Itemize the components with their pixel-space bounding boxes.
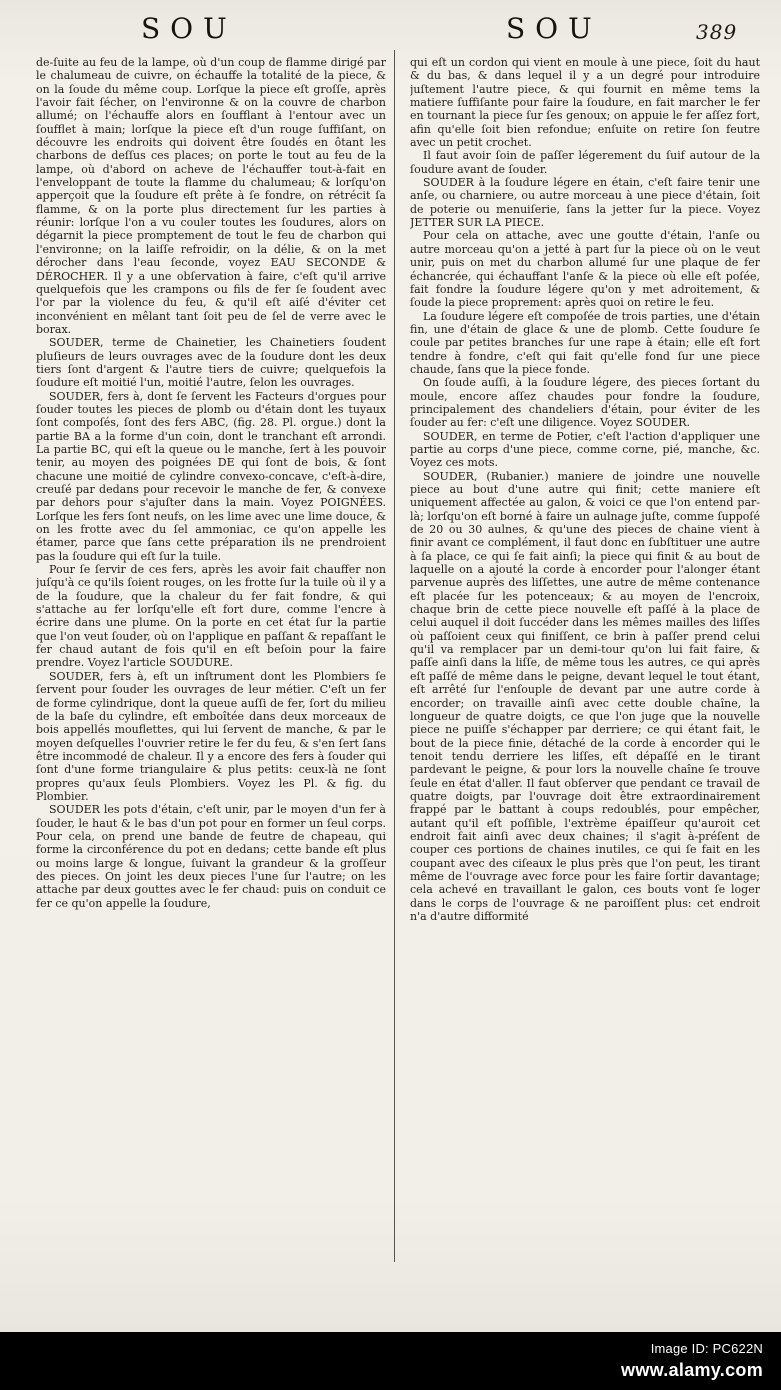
paragraph: de-ſuite au feu de la lampe, où d'un coup de flamme dirigé par le chalumeau de cuivre, on échauffe la totalité de la piece, & on la ſoude du même coup. Lorſque la piece eſt groſſe, après l'avoir fait ſécher, on l'environne & on la couvre de charbon allumé; on l'échauffe alors en ſoufflant à l'entour avec un ſoufflet à main; lorſque la piece eſt d'un rouge ſuffiſant, on découvre les endroits qui doivent être ſoudés en ôtant les charbons de deſſus ces places; on porte le tout au feu de la lampe, où d'abord on acheve de l'échauffer tout-à-fait en l'enveloppant de toute la flamme du chalumeau; & lorſqu'on apperçoit que la ſoudure eſt prête à ſe fondre, on rétrécit ſa flamme, & on la porte plus directement ſur les parties à réunir: lorſque l'on a vu couler toutes les ſoudures, alors on dégarnit la piece promptement de tout le feu de charbon qui l'environne; on la laiſſe refroidir, on la délie, & on la met dérocher dans l'eau ſeconde, voyez EAU SECONDE & DÉROCHER. Il y a une obſervation à faire, c'eſt qu'il arrive quelquefois que les crampons ou fils de fer ſe ſoudent avec l'or par la violence du feu, & qu'il eſt aiſé d'éviter cet inconvénient en mêlant tant ſoit peu de ſel de verre avec le borax. (36, 56, 386, 336)
running-head-right: SOU (506, 12, 602, 45)
paragraph: qui eſt un cordon qui vient en moule à une piece, ſoit du haut & du bas, & dans lequel il y a un degré pour introduire juſtement l'autre piece, & qui fournit en même tems la matiere ſuffiſante pour faire la ſoudure, en fait marcher le fer en tournant la piece ſur ſes genoux; on appuie le fer aſſez fort, afin qu'elle ſoit bien refondue; enſuite on retire ſon feutre avec un petit crochet. (410, 56, 760, 150)
paragraph: SOUDER à la ſoudure légere en étain, c'eſt faire tenir une anſe, ou charniere, ou autre morceau à une piece d'étain, ſoit de poterie ou menuiſerie, ſans la jetter ſur la piece. Voyez JETTER SUR LA PIECE. (410, 176, 760, 230)
paragraph: Il faut avoir ſoin de paſſer légerement du ſuif autour de la ſoudure avant de ſouder. (410, 149, 760, 176)
paragraph: La ſoudure légere eſt compoſée de trois parties, une d'étain fin, une d'étain de glace & une de plomb. Cette ſoudure ſe coule par petites branches ſur une rape à étain; elle eſt fort tendre à fondre, c'eſt qui fait qu'elle fond ſur une piece chaude, ſans que la piece fonde. (410, 309, 760, 376)
paragraph: SOUDER, fers à, dont ſe ſervent les Facteurs d'orgues pour ſouder toutes les pieces de plomb ou d'étain dont les tuyaux ſont compoſés, ſont des fers ABC, (fig. 28. Pl. orgue.) dont la partie BA a la forme d'un coin, dont le tranchant eſt arrondi. La partie BC, qui eſt la queue ou le manche, ſert à les pouvoir tenir, au moyen des poignées DE qui ſont de bois, & ſont chacune une moitié de cylindre convexo-concave, c'eſt-à-dire, creuſé par dedans pour recevoir le manche de fer, & convexe par dehors pour s'ajuſter dans la main. Voyez POIGNÉES. Lorſque les fers ſont neufs, on les lime avec une lime douce, & on les frotte avec du ſel ammoniac, ce qu'on appelle les étamer, parce que ſans cette préparation ils ne prendroient pas la ſoudure qui eſt ſur la tuile. (36, 389, 386, 563)
paragraph: SOUDER, fers à, eſt un inſtrument dont les Plombiers ſe ſervent pour ſouder les ouvrages de leur métier. C'eſt un fer de forme cylindrique, dont la queue auſſi de fer, ſort du milieu de la baſe du cylindre, eſt emboîtée dans deux morceaux de bois appellés mouflettes, qui lui ſervent de manche, & par le moyen deſquelles l'ouvrier retire le fer du feu, & s'en ſert ſans être incommodé de chaleur. Il y a encore des fers à ſouder qui ſont d'une forme triangulaire & plus petits: ceux-là ne ſont propres qu'aux ſeuls Plombiers. Voyez les Pl. & fig. du Plombier. (36, 669, 386, 803)
left-column (36, 56, 386, 1326)
paragraph: SOUDER, (Rubanier.) maniere de joindre une nouvelle piece au bout d'une autre qui finit; cette maniere eſt uniquement affectée au galon, & voici ce que l'on entend par-là; lorſqu'on eſt borné à faire un aulnage juſte, comme ſuppoſé de 20 ou 30 aulnes, & qu'une des pieces de chaine vient à finir avant ce complément, il faut donc en ſubſtituer une autre à ſa place, ce qui ſe fait ainſi; la piece qui finit & au bout de laquelle on a ajouté la corde à encorder pour l'alonger étant parvenue auprès des liſſettes, une autre de même contenance eſt placée ſur les potenceaux; & au moyen de l'encroix, chaque brin de cette piece nouvelle eſt paſſé à la place de celui auquel il doit ſuccéder dans les mêmes mailles des liſſes où paſſoient ceux qui finiſſent, ce brin à paſſer prend celui qu'il va remplacer par un demi-tour qu'on lui fait faire, & paſſe ainſi dans la liſſe, de même tous les autres, ce qui après eſt paſſé de même dans le peigne, devant lequel le tout étant, eſt arrêté ſur l'enſouple de devant par une autre corde à encorder; on travaille ainſi avec cette double chaîne, la longueur de quatre doigts, ce que l'on juge que la nouvelle piece ne puiſſe s'échapper par derriere; ce qui étant fait, le bout de la piece finie, détaché de la corde à encorder qui le tenoit tendu derriere les liſſes, eſt dépaſſé en le tirant pardevant le peigne, & pour lors la nouvelle chaîne ſe trouve ſeule en état d'aller. Il faut obſerver que pendant ce travail de quatre doigts, par l'ouvrage doit être extraordinairement frappé par le battant à coups redoublés, pour empêcher, autant qu'il eſt poſſible, l'extrème épaiſſeur qu'auroit cet endroit fait ainſi avec deux chaines; il s'agit à-préſent de couper ces portions de chaines inutiles, ce qui ſe fait en les coupant avec des ciſeaux le plus près que l'on peut, les tirant même de l'ouvrage avec force pour les faire ſortir davantage; cela achevé en travaillant le galon, ces bouts vont ſe loger dans le corps de l'ouvrage & ne paroiſſent plus: cet endroit n'a d'autre difformité (410, 469, 760, 923)
watermark-url: www.alamy.com (621, 1360, 763, 1380)
text-columns (36, 56, 760, 1326)
paragraph: SOUDER, terme de Chainetier, les Chainetiers ſoudent pluſieurs de leurs ouvrages avec de la ſoudure dont les deux tiers ſont d'argent & l'autre tiers de cuivre; quelquefois la ſoudure eſt moitié l'un, moitié l'autre, ſelon les ouvrages. (36, 336, 386, 390)
running-head-left: SOU (141, 12, 237, 45)
paragraph: SOUDER, en terme de Potier, c'eſt l'action d'appliquer une partie au corps d'une piece, comme corne, pié, manche, &c. Voyez ces mots. (410, 429, 760, 470)
paragraph: On ſoude auſſi, à la ſoudure légere, des pieces ſortant du moule, encore aſſez chaudes pour fondre la ſoudure, principalement des chandeliers d'étain, pour éviter de les ſouder au fer: c'eſt une diligence. Voyez SOUDER. (410, 376, 760, 430)
watermark-image-id: Image ID: PC622N (650, 1341, 763, 1356)
watermark-bar (0, 1332, 781, 1390)
paragraph: SOUDER les pots d'étain, c'eſt unir, par le moyen d'un fer à ſouder, le haut & le bas d'un pot pour en former un ſeul corps. Pour cela, on prend une bande de feutre de chapeau, qui forme la circonférence du pot en dedans; cette bande eſt plus ou moins large & longue, ſuivant la grandeur & la groſſeur des pieces. On joint les deux pieces l'une ſur l'autre; on les attache par deux gouttes avec le fer chaud: puis on conduit ce fer ce qu'on appelle la ſoudure, (36, 803, 386, 910)
paragraph: Pour ſe ſervir de ces fers, après les avoir fait chauffer non juſqu'à ce qu'ils ſoient rouges, on les frotte ſur la tuile où il y a de la ſoudure, que la chaleur du fer fait fondre, & qui s'attache au fer lorſqu'elle eſt fort dure, comme l'encre à écrire dans une plume. On la porte en cet état ſur la partie que l'on veut ſouder, où on l'applique en paſſant & repaſſant le fer chaud autant de fois qu'il en eſt beſoin pour la faire prendre. Voyez l'article SOUDURE. (36, 563, 386, 670)
right-column (410, 56, 760, 1326)
page-number: 389 (696, 20, 738, 44)
paragraph: Pour cela on attache, avec une goutte d'étain, l'anſe ou autre morceau qu'on a jetté à part ſur la piece où on le veut unir, puis on met du charbon allumé ſur une plaque de fer échancrée, qui échauffant l'anſe & la piece où elle eſt poſée, fait fondre la ſoudure légere qu'on y met adroitement, & ſoude la piece proprement: après quoi on retire le feu. (410, 229, 760, 310)
